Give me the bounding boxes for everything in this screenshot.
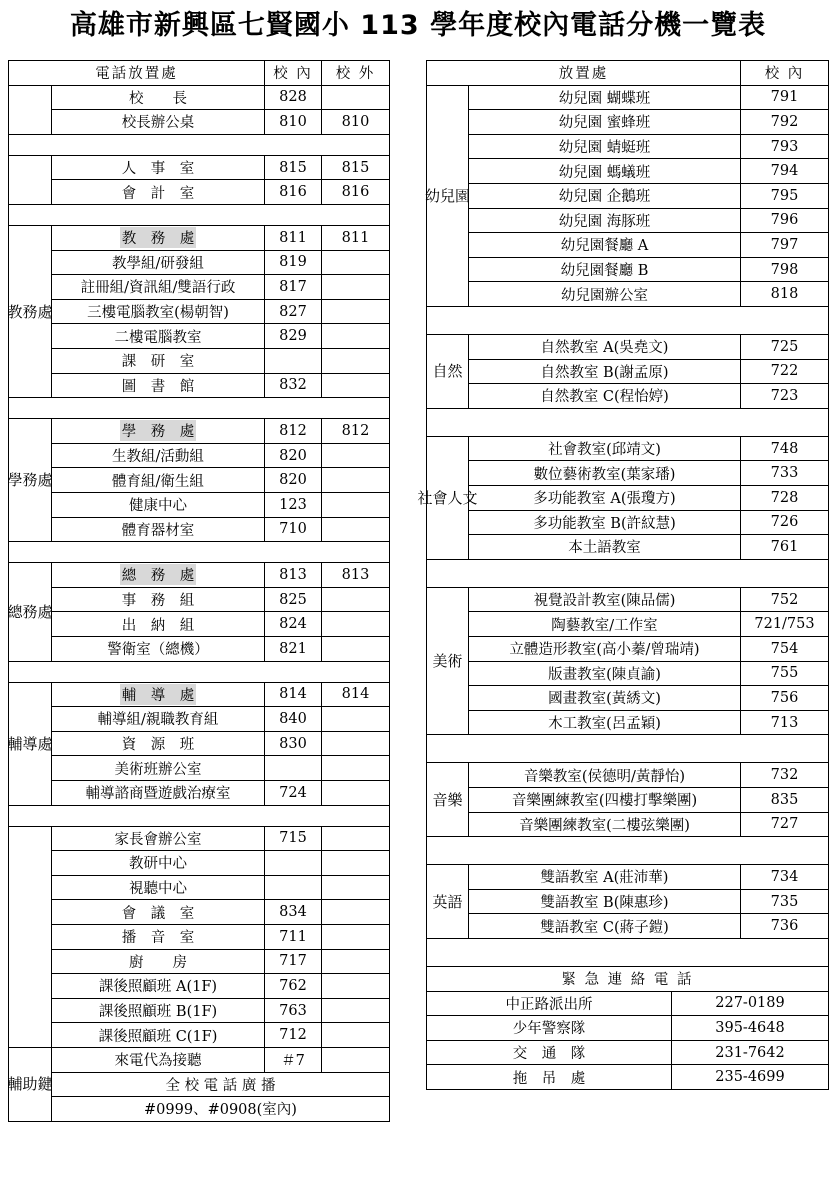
extension-place-cell: 自然教室 B(謝孟原) (468, 359, 741, 385)
extension-outer-cell: 813 (321, 562, 390, 588)
extension-inner-cell (264, 755, 322, 781)
aux-broadcast-code: #0999、#0908(室內) (51, 1096, 390, 1122)
extension-place-cell-text: 教 務 處 (120, 227, 197, 248)
extension-inner-cell (264, 850, 322, 876)
extension-inner-cell: 820 (264, 467, 322, 493)
extension-place-cell: 幼兒園 蜜蜂班 (468, 109, 741, 135)
extension-inner-cell: 798 (740, 257, 829, 283)
emergency-phone-cell: 227-0189 (671, 991, 829, 1017)
extension-inner-cell: 796 (740, 208, 829, 234)
left-section-label: 總 務 處 (8, 562, 52, 661)
extension-outer-cell (321, 826, 390, 852)
extension-place-cell: 警衛室（總機） (51, 636, 265, 662)
extension-inner-cell: 795 (740, 183, 829, 209)
extension-place-cell: 幼兒園 蝴蝶班 (468, 85, 741, 111)
aux-answer-outer (321, 1047, 390, 1073)
extension-inner-cell: 722 (740, 359, 829, 385)
extension-place-cell: 幼兒園 螞蟻班 (468, 158, 741, 184)
extension-inner-cell: 723 (740, 383, 829, 409)
extension-inner-cell: 756 (740, 685, 829, 711)
left-section-label: 輔 導 處 (8, 682, 52, 806)
extension-outer-cell: 816 (321, 179, 390, 205)
extension-place-cell: 雙語教室 B(陳惠珍) (468, 889, 741, 915)
extension-outer-cell (321, 998, 390, 1024)
left-header-outer: 校 外 (321, 60, 390, 86)
extension-place-cell: 幼兒園辦公室 (468, 281, 741, 307)
extension-inner-cell: 725 (740, 334, 829, 360)
extension-place-cell: 家長會辦公室 (51, 826, 265, 852)
extension-outer-cell (321, 731, 390, 757)
extension-inner-cell: 819 (264, 250, 322, 276)
extension-inner-cell: 717 (264, 949, 322, 975)
extension-inner-cell: 821 (264, 636, 322, 662)
extension-outer-cell: 812 (321, 418, 390, 444)
extension-place-cell: 版畫教室(陳貞諭) (468, 661, 741, 687)
extension-inner-cell: 816 (264, 179, 322, 205)
extension-place-cell: 播 音 室 (51, 924, 265, 950)
extension-inner-cell: 755 (740, 661, 829, 687)
section-spacer (8, 805, 390, 827)
extension-outer-cell (321, 250, 390, 276)
extension-inner-cell: 711 (264, 924, 322, 950)
extension-place-cell: 自然教室 C(程怡婷) (468, 383, 741, 409)
emergency-name-cell: 拖 吊 處 (426, 1064, 672, 1090)
extension-place-cell: 雙語教室 A(莊沛華) (468, 864, 741, 890)
section-spacer (8, 661, 390, 683)
extension-place-cell: 數位藝術教室(葉家璠) (468, 460, 741, 486)
extension-place-cell: 課後照顧班 C(1F) (51, 1022, 265, 1048)
extension-place-cell (51, 682, 265, 708)
extension-inner-cell: 726 (740, 510, 829, 536)
left-header-inner: 校 內 (264, 60, 322, 86)
extension-inner-cell: 123 (264, 492, 322, 518)
extension-place-cell: 陶藝教室/工作室 (468, 611, 741, 637)
extension-place-cell: 課後照顧班 B(1F) (51, 998, 265, 1024)
extension-place-cell: 資 源 班 (51, 731, 265, 757)
extension-outer-cell (321, 443, 390, 469)
extension-inner-cell: 815 (264, 155, 322, 181)
emergency-name-cell: 交 通 隊 (426, 1040, 672, 1066)
extension-outer-cell (321, 780, 390, 806)
extension-inner-cell: 712 (264, 1022, 322, 1048)
extension-inner-cell: 754 (740, 636, 829, 662)
extension-inner-cell: 840 (264, 706, 322, 732)
extension-inner-cell: 728 (740, 485, 829, 511)
extension-inner-cell: 811 (264, 225, 322, 251)
extension-inner-cell: 797 (740, 232, 829, 258)
extension-outer-cell (321, 274, 390, 300)
extension-place-cell: 多功能教室 B(許紋慧) (468, 510, 741, 536)
right-section-label: 音 樂 (426, 762, 469, 837)
extension-place-cell: 健康中心 (51, 492, 265, 518)
extension-inner-cell: 817 (264, 274, 322, 300)
aux-label: 輔 助 鍵 (8, 1047, 52, 1122)
extension-inner-cell: 761 (740, 534, 829, 560)
extension-inner-cell (264, 875, 322, 901)
section-spacer (426, 408, 829, 437)
left-section-label: 學 務 處 (8, 418, 52, 542)
extension-inner-cell: 793 (740, 134, 829, 160)
section-spacer (8, 204, 390, 226)
extension-inner-cell: 832 (264, 373, 322, 399)
extension-place-cell: 二樓電腦教室 (51, 323, 265, 349)
extension-place-cell: 教研中心 (51, 850, 265, 876)
extension-place-cell: 幼兒園 海豚班 (468, 208, 741, 234)
extension-inner-cell: 715 (264, 826, 322, 852)
section-spacer (426, 734, 829, 763)
emergency-title: 緊 急 連 絡 電 話 (426, 966, 829, 992)
right-section-label: 社 會 人 文 (426, 436, 469, 560)
extension-place-cell-text: 輔 導 處 (120, 684, 197, 705)
extension-outer-cell (321, 1022, 390, 1048)
extension-outer-cell (321, 899, 390, 925)
extension-outer-cell (321, 755, 390, 781)
page-title: 高雄市新興區七賢國小 113 學年度校內電話分機一覽表 (69, 10, 767, 41)
extension-place-cell: 三樓電腦教室(楊朝智) (51, 299, 265, 325)
extension-place-cell-text: 學 務 處 (120, 420, 197, 441)
emergency-name-cell: 少年警察隊 (426, 1015, 672, 1041)
extension-place-cell: 體育器材室 (51, 517, 265, 543)
extension-inner-cell: 830 (264, 731, 322, 757)
extension-place-cell: 註冊組/資訊組/雙語行政 (51, 274, 265, 300)
extension-place-cell: 出 納 組 (51, 611, 265, 637)
extension-place-cell: 校長辦公桌 (51, 109, 265, 135)
extension-inner-cell: 724 (264, 780, 322, 806)
extension-place-cell: 輔導諮商暨遊戲治療室 (51, 780, 265, 806)
extension-inner-cell: 791 (740, 85, 829, 111)
extension-place-cell: 幼兒園餐廳 B (468, 257, 741, 283)
extension-inner-cell: 736 (740, 913, 829, 939)
extension-place-cell: 音樂團練教室(二樓弦樂團) (468, 812, 741, 838)
extension-place-cell: 體育組/衛生組 (51, 467, 265, 493)
extension-place-cell: 多功能教室 A(張瓊方) (468, 485, 741, 511)
extension-inner-cell (264, 348, 322, 374)
right-section-label: 英 語 (426, 864, 469, 939)
extension-place-cell: 課 研 室 (51, 348, 265, 374)
section-spacer (8, 397, 390, 419)
extension-inner-cell: 818 (740, 281, 829, 307)
extension-place-cell: 課後照顧班 A(1F) (51, 973, 265, 999)
extension-place-cell: 事 務 組 (51, 587, 265, 613)
extension-outer-cell (321, 348, 390, 374)
extension-place-cell: 美術班辦公室 (51, 755, 265, 781)
extension-outer-cell (321, 875, 390, 901)
extension-place-cell (51, 225, 265, 251)
extension-place-cell: 教學組/研發組 (51, 250, 265, 276)
extension-outer-cell (321, 467, 390, 493)
extension-place-cell: 視聽中心 (51, 875, 265, 901)
aux-answer-name: 來電代為接聽 (51, 1047, 265, 1073)
extension-inner-cell: 721/753 (740, 611, 829, 637)
extension-inner-cell: 824 (264, 611, 322, 637)
extension-inner-cell: 734 (740, 864, 829, 890)
extension-place-cell: 視覺設計教室(陳品儒) (468, 587, 741, 613)
extension-outer-cell (321, 850, 390, 876)
extension-inner-cell: 727 (740, 812, 829, 838)
extension-place-cell: 圖 書 館 (51, 373, 265, 399)
extension-place-cell: 立體造形教室(高小蓁/曾瑞靖) (468, 636, 741, 662)
extension-outer-cell (321, 706, 390, 732)
left-section-label (8, 85, 52, 135)
left-section-label (8, 155, 52, 205)
extension-place-cell: 輔導組/親職教育組 (51, 706, 265, 732)
extension-place-cell (51, 562, 265, 588)
extension-outer-cell (321, 924, 390, 950)
extension-outer-cell (321, 299, 390, 325)
section-spacer (426, 938, 829, 967)
left-header-place: 電話放置處 (8, 60, 265, 86)
extension-inner-cell: 713 (740, 710, 829, 736)
extension-inner-cell: 820 (264, 443, 322, 469)
extension-inner-cell: 748 (740, 436, 829, 462)
emergency-phone-cell: 235-4699 (671, 1064, 829, 1090)
right-section-label: 美 術 (426, 587, 469, 736)
extension-outer-cell: 811 (321, 225, 390, 251)
right-header-inner: 校 內 (740, 60, 829, 86)
extension-outer-cell (321, 973, 390, 999)
extension-place-cell: 廚 房 (51, 949, 265, 975)
extension-inner-cell: 733 (740, 460, 829, 486)
extension-place-cell: 會 議 室 (51, 899, 265, 925)
left-section-label: 教 務 處 (8, 225, 52, 398)
extension-outer-cell: 815 (321, 155, 390, 181)
extension-outer-cell (321, 517, 390, 543)
extension-inner-cell: 829 (264, 323, 322, 349)
extension-inner-cell: 752 (740, 587, 829, 613)
right-header-place: 放置處 (426, 60, 741, 86)
emergency-phone-cell: 231-7642 (671, 1040, 829, 1066)
left-section-label (8, 826, 52, 1048)
extension-outer-cell (321, 949, 390, 975)
emergency-name-cell: 中正路派出所 (426, 991, 672, 1017)
aux-broadcast-label: 全 校 電 話 廣 播 (51, 1072, 390, 1098)
extension-place-cell: 國畫教室(黃綉文) (468, 685, 741, 711)
section-spacer (426, 306, 829, 335)
right-section-label: 自 然 (426, 334, 469, 409)
extension-place-cell: 幼兒園 企鵝班 (468, 183, 741, 209)
extension-outer-cell (321, 373, 390, 399)
extension-inner-cell: 735 (740, 889, 829, 915)
extension-place-cell: 校 長 (51, 85, 265, 111)
extension-place-cell: 社會教室(邱靖文) (468, 436, 741, 462)
extension-outer-cell (321, 492, 390, 518)
extension-inner-cell: 810 (264, 109, 322, 135)
extension-outer-cell (321, 323, 390, 349)
extension-inner-cell: 814 (264, 682, 322, 708)
aux-answer-code: ＃7 (264, 1047, 322, 1073)
extension-place-cell: 幼兒園餐廳 A (468, 232, 741, 258)
extension-place-cell: 生教組/活動組 (51, 443, 265, 469)
extension-outer-cell (321, 587, 390, 613)
extension-inner-cell: 834 (264, 899, 322, 925)
extension-inner-cell: 762 (264, 973, 322, 999)
extension-place-cell: 人 事 室 (51, 155, 265, 181)
extension-place-cell: 會 計 室 (51, 179, 265, 205)
extension-inner-cell: 812 (264, 418, 322, 444)
extension-inner-cell: 813 (264, 562, 322, 588)
extension-place-cell: 音樂團練教室(四樓打擊樂團) (468, 787, 741, 813)
extension-outer-cell: 814 (321, 682, 390, 708)
extension-inner-cell: 710 (264, 517, 322, 543)
extension-outer-cell (321, 636, 390, 662)
section-spacer (426, 836, 829, 865)
extension-outer-cell: 810 (321, 109, 390, 135)
extension-place-cell: 雙語教室 C(蔣子鎧) (468, 913, 741, 939)
extension-inner-cell: 794 (740, 158, 829, 184)
extension-place-cell: 幼兒園 蜻蜓班 (468, 134, 741, 160)
right-section-label: 幼 兒 園 (426, 85, 469, 307)
extension-inner-cell: 827 (264, 299, 322, 325)
extension-place-cell-text: 總 務 處 (120, 564, 197, 585)
extension-inner-cell: 792 (740, 109, 829, 135)
extension-inner-cell: 828 (264, 85, 322, 111)
extension-inner-cell: 825 (264, 587, 322, 613)
section-spacer (8, 134, 390, 156)
section-spacer (8, 541, 390, 563)
extension-inner-cell: 763 (264, 998, 322, 1024)
extension-place-cell: 木工教室(呂孟穎) (468, 710, 741, 736)
extension-outer-cell (321, 611, 390, 637)
emergency-phone-cell: 395-4648 (671, 1015, 829, 1041)
extension-place-cell: 自然教室 A(吳堯文) (468, 334, 741, 360)
extension-outer-cell (321, 85, 390, 111)
extension-place-cell (51, 418, 265, 444)
extension-place-cell: 音樂教室(侯德明/黃靜怡) (468, 762, 741, 788)
section-spacer (426, 559, 829, 588)
extension-inner-cell: 732 (740, 762, 829, 788)
extension-inner-cell: 835 (740, 787, 829, 813)
extension-place-cell: 本土語教室 (468, 534, 741, 560)
